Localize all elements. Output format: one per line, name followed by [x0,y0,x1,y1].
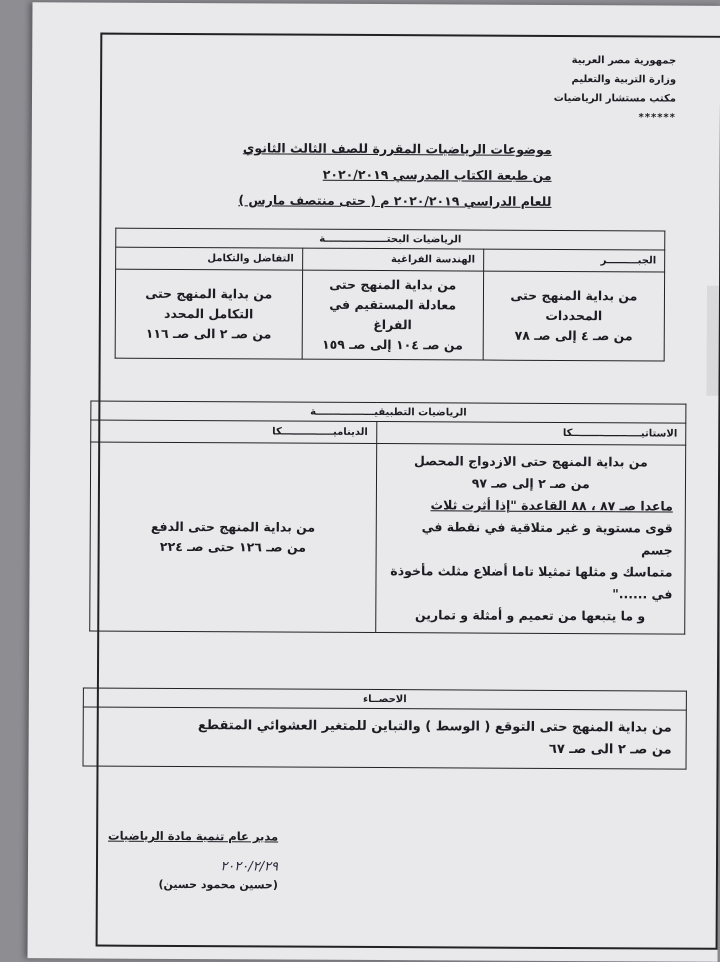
signatory-title: مدير عام تنمية مادة الرياضيات [107,828,279,844]
calculus-line: من بداية المنهج حتى [145,285,273,302]
header-country: جمهورية مصر العربية [571,55,677,67]
statics-line: و ما يتبعها من تعميم و أمثلة و تمارين [414,607,646,624]
signature-block [88,829,278,892]
calculus-cell [115,269,302,359]
header-office: مكتب مستشار الرياضيات [553,92,677,105]
statistics-title: الاحصــاء [83,688,686,710]
pure-math-table [115,228,666,362]
statics-line: متماسك و مثلها تمثيلا تاما أضلاع مثلث مأخوذة [390,563,673,580]
solid-geometry-cell [302,270,484,360]
statistics-line: من صـ ٢ الى صـ ٦٧ [548,741,672,758]
calculus-header: التفاضل والتكامل [116,247,303,270]
applied-math-table [89,401,686,635]
pure-math-title: الرياضيات البحتــــــــــــــــــة [116,228,665,250]
statics-line: ماعدا صـ ٨٧ ، ٨٨ القاعدة "إذا أثرت ثلاث [430,497,673,514]
statics-cell [375,444,685,635]
algebra-line: من صـ ٤ إلى صـ ٧٨ [514,327,633,344]
dynamics-line: من بداية المنهج حتى الدفع [150,518,316,535]
geometry-line: من صـ ١٠٤ إلى صـ ١٥٩ [322,336,463,353]
geometry-line: من بداية المنهج حتى [329,276,457,293]
statistics-line: من بداية المنهج حتى التوقع ( الوسط ) والتباين للمتغير العشوائي المتقطع [197,718,672,736]
algebra-line: من بداية المنهج حتى المحددات [510,287,638,324]
document-titles [181,135,551,215]
dynamics-cell [90,442,377,632]
statics-header: الاستاتيــــــــــــــــــــكا [376,422,686,446]
year-line: للعام الدراسي ٢٠٢٠/٢٠١٩ م ( حتى منتصف مارس ) [238,192,552,209]
signatory-name: (حسين محمود حسين) [158,877,278,892]
statics-line: قوى مستوية و غير متلاقية في نقطة في جسم [421,519,673,558]
header-ministry: وزارة التربية والتعليم [571,74,677,86]
calculus-line: من صـ ٢ الى صـ ١١٦ [145,325,272,342]
statistics-table [83,687,687,769]
algebra-cell [483,271,665,361]
edition-line: من طبعة الكتاب المدرسي ٢٠٢٠/٢٠١٩ [322,166,552,183]
statics-line: في ......" [612,586,673,602]
calculus-line: التكامل المحدد [164,305,254,322]
statics-line: من بداية المنهج حتى الازدواج المحصل [413,453,648,470]
signature-date: ٢٠٢٠/٢/٢٩ [220,859,279,875]
letterhead [554,51,677,128]
algebra-header: الجبـــــــــر [483,249,664,272]
main-title: موضوعات الرياضيات المقررة للصف الثالث الثانوي [242,140,552,157]
document-page [28,2,720,962]
statistics-cell [83,707,686,769]
statics-line: من صـ ٢ إلى صـ ٩٧ [471,475,590,492]
dynamics-line: من صـ ١٢٦ حتى صـ ٢٢٤ [159,538,306,555]
applied-math-title: الرياضيات التطبيقيـــــــــــــــــة [91,401,686,423]
solid-geometry-header: الهندسة الفراغية [302,248,483,271]
header-stars: ****** [638,112,676,124]
geometry-line: معادلة المستقيم في الفراغ [329,296,457,333]
dynamics-header: الديناميـــــــــــــــكا [91,420,377,443]
